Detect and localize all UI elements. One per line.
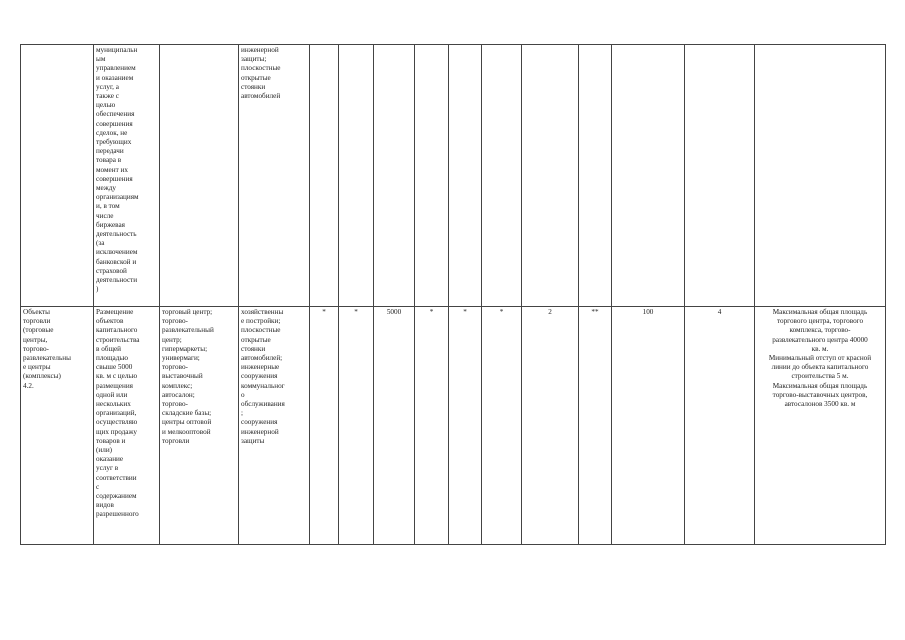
cell-text-line: развлекательны (23, 354, 71, 363)
cell-text-line: инженерной (241, 427, 279, 436)
cell-text-line: (за (96, 239, 105, 248)
cell-text-line: центр; (162, 335, 182, 344)
cell-text-line: центры, (23, 335, 48, 344)
param-cell (310, 45, 339, 307)
cell-text-line: страховой (96, 266, 127, 275)
use-description-cell (94, 45, 160, 307)
cell-text-line: ым (96, 55, 106, 64)
param-cell: * (449, 307, 482, 545)
cell-text-line: автосалон; (162, 390, 195, 399)
param-cell (612, 45, 685, 307)
cell-text-line: 4.2. (23, 381, 34, 390)
cell-text-line: торговли (162, 436, 190, 445)
cell-text-line: товара в (96, 156, 122, 165)
cell-text-line: торгово- (162, 363, 188, 372)
cell-text-line: биржевая (96, 220, 125, 229)
param-cell: 100 (612, 307, 685, 545)
cell-text-line: обеспечения (96, 110, 135, 119)
cell-text-line: автосалонов 3500 кв. м (784, 400, 856, 409)
param-cell (339, 45, 374, 307)
cell-text-line: также с (96, 92, 119, 101)
cell-text-line: между (96, 184, 116, 193)
cell-text-line: торгово- (23, 344, 49, 353)
permitted-use-name-cell (21, 307, 94, 545)
cell-text-line: открытые (241, 73, 271, 82)
cell-text-line: видов (96, 501, 114, 510)
cell-text-line: деятельность (96, 230, 137, 239)
cell-text-line: и мелкооптовой (162, 427, 211, 436)
cell-text-line: Максимальная общая площадь (772, 381, 868, 390)
cell-text-line: инженерной (241, 46, 279, 54)
cell-text-line: торгово- (162, 400, 188, 409)
cell-text-line: осуществляю (96, 418, 138, 427)
cell-text-line: торговли (23, 317, 51, 326)
param-cell (685, 45, 755, 307)
cell-text-line: совершения (96, 174, 133, 183)
cell-text-line: ; (241, 409, 243, 418)
param-cell (449, 45, 482, 307)
cell-text-line: организаций, (96, 409, 137, 418)
cell-text-line: совершения (96, 119, 133, 128)
cell-text-line: услуг в (96, 464, 119, 473)
cell-text-line: стоянки (241, 344, 266, 353)
cell-text-line: ) (96, 285, 99, 294)
cell-text-line: комплекса, торгово- (789, 326, 851, 335)
cell-text-line: целью (96, 101, 116, 110)
object-types-cell (160, 45, 239, 307)
cell-text-line: универмаги; (162, 354, 200, 363)
object-types-cell (160, 307, 239, 545)
cell-text-line: с (96, 482, 100, 491)
cell-text-line: и оказанием (96, 73, 134, 82)
param-cell: 2 (522, 307, 579, 545)
cell-text-line: торгового центра, торгового (776, 317, 864, 326)
cell-text-line: развлекательного центра 40000 (772, 335, 868, 344)
cell-text-line: товаров и (96, 436, 126, 445)
param-cell (482, 45, 522, 307)
cell-text-line: стоянки (241, 82, 266, 91)
cell-text-line: гипермаркеты; (162, 344, 208, 353)
param-cell: ** (579, 307, 612, 545)
cell-text-line: объектов (96, 317, 124, 326)
cell-text-line: линии до объекта капитального (771, 363, 869, 372)
cell-text-line: развлекательный (162, 326, 214, 335)
cell-text-line: автомобилей (241, 92, 281, 101)
cell-text-line: Минимальный отступ от красной (768, 354, 872, 363)
cell-text-line: сделок, не (96, 128, 128, 137)
cell-text-line: автомобилей; (241, 354, 283, 363)
auxiliary-use-cell (239, 45, 310, 307)
param-cell (579, 45, 612, 307)
cell-text-line: (комплексы) (23, 372, 61, 381)
cell-text-line: услуг, а (96, 82, 119, 91)
cell-text-line: сооружения (241, 418, 278, 427)
cell-text-line: кв. м. (811, 344, 829, 353)
cell-text-line: хозяйственны (241, 308, 284, 316)
cell-text-line: муниципальн (96, 46, 138, 54)
cell-text-line: торгово- (162, 317, 188, 326)
cell-text-line: в общей (96, 344, 122, 353)
cell-text-line: е постройки; (241, 317, 281, 326)
cell-text-line: числе (96, 211, 114, 220)
cell-text-line: одной или (96, 390, 128, 399)
cell-text-line: и, в том (96, 202, 120, 211)
param-cell: 4 (685, 307, 755, 545)
cell-text-line: (торговые (23, 326, 54, 335)
cell-text-line: выставочный (162, 372, 203, 381)
cell-text-line: е центры (23, 363, 51, 372)
cell-text-line: содержанием (96, 492, 137, 501)
cell-text-line: оказание (96, 455, 124, 464)
param-cell (374, 45, 415, 307)
cell-text-line: управлением (96, 64, 136, 73)
cell-text-line: разрешенного (96, 510, 139, 519)
cell-text-line: площадью (96, 354, 129, 363)
cell-text-line: Размещение (96, 308, 134, 316)
cell-text-line: передачи (96, 147, 124, 156)
param-cell (415, 45, 449, 307)
cell-text-line: деятельности (96, 276, 138, 285)
cell-text-line: нескольких (96, 400, 131, 409)
cell-text-line: строительства (96, 335, 140, 344)
cell-text-line: капитального (96, 326, 138, 335)
param-cell: * (415, 307, 449, 545)
table-row (21, 45, 886, 307)
use-description-cell (94, 307, 160, 545)
cell-text-line: торговый центр; (162, 308, 213, 316)
cell-text-line: Объекты (23, 308, 50, 316)
cell-text-line: инженерные (241, 363, 280, 372)
table-row (21, 307, 886, 545)
cell-text-line: (или) (96, 446, 113, 455)
cell-text-line: Максимальная общая площадь (772, 308, 868, 316)
cell-text-line: плоскостные (241, 326, 281, 335)
permitted-use-name-cell (21, 45, 94, 307)
auxiliary-use-cell (239, 307, 310, 545)
cell-text-line: сооружения (241, 372, 278, 381)
cell-text-line: исключением (96, 248, 138, 257)
cell-text-line: коммунальног (241, 381, 285, 390)
cell-text-line: о (241, 390, 245, 399)
cell-text-line: свыше 5000 (96, 363, 133, 372)
cell-text-line: щих продажу (96, 427, 138, 436)
cell-text-line: торгово-выставочных центров, (772, 390, 868, 399)
cell-text-line: плоскостные (241, 64, 281, 73)
cell-text-line: соответствии (96, 473, 137, 482)
cell-text-line: организациям (96, 193, 139, 202)
cell-text-line: центры оптовой (162, 418, 212, 427)
cell-text-line: открытые (241, 335, 271, 344)
note-cell (755, 307, 886, 545)
cell-text-line: момент их (96, 165, 128, 174)
param-cell: * (339, 307, 374, 545)
cell-text-line: обслуживания (241, 400, 285, 409)
note-cell (755, 45, 886, 307)
cell-text-line: требующих (96, 138, 132, 147)
cell-text-line: защиты; (241, 55, 267, 64)
param-cell: 5000 (374, 307, 415, 545)
cell-text-line: комплекс; (162, 381, 193, 390)
zoning-regulations-table (20, 44, 886, 545)
cell-text-line: строительства 5 м. (791, 372, 849, 381)
cell-text-line: складские базы; (162, 409, 212, 418)
cell-text-line: защиты (241, 436, 265, 445)
cell-text-line: размещения (96, 381, 133, 390)
param-cell: * (482, 307, 522, 545)
cell-text-line: кв. м с целью (96, 372, 138, 381)
cell-text-line: банковской и (96, 257, 137, 266)
param-cell: * (310, 307, 339, 545)
param-cell (522, 45, 579, 307)
